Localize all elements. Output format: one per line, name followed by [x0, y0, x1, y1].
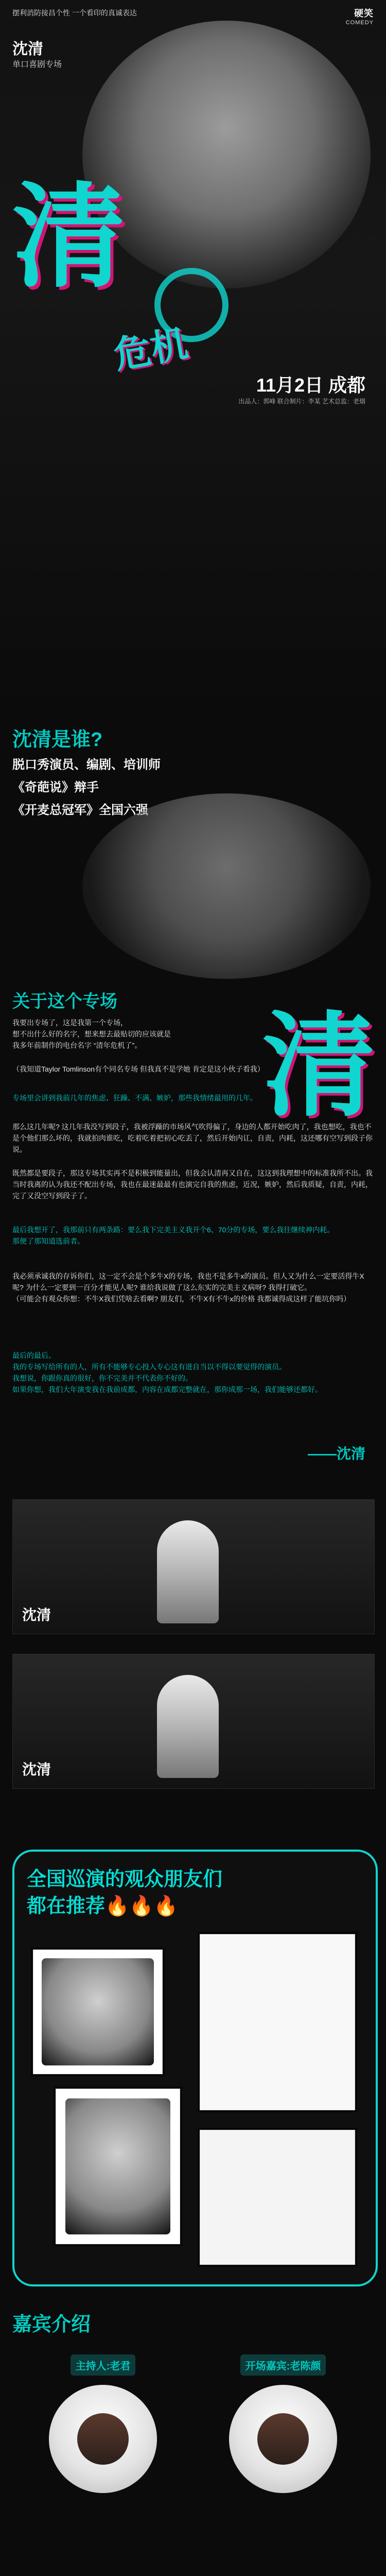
- review-card: [200, 2130, 355, 2265]
- guest-opener: [216, 2354, 350, 2493]
- about-paragraph-2: （我知道Taylor Tomlinson有个同名专场 但我真不是学她 肯定是这小伙子看我）: [12, 1065, 265, 1073]
- role-line-2: 《奇葩说》辩手: [12, 781, 99, 794]
- about-paragraph-1: 我要出专场了，这是我第一个专场， 想不出什么好的名字，想来想去最贴切的应该就是 我多年前制作的电台名字 “清年危机了”。: [12, 1019, 171, 1049]
- about-paragraph-4: 那么这几年呢? 这几年我没写到段子，我被浮躁的市场风气吹得偏了，身边的人都开始吃肉了，我也想吃，我也不是个他们那么坏的，我就拍肉谁吃，吃着吃着把初心吃丢了，然后开始内讧，自责，内耗，这还哪有空写到段子你说。: [12, 1123, 373, 1154]
- brand-main: 硬笑: [354, 8, 374, 19]
- stage-photo-2: [12, 1654, 375, 1789]
- photo-label: 沈清: [22, 1761, 51, 1777]
- poster-image: [42, 1958, 154, 2065]
- show-subtitle: 单口喜剧专场: [12, 60, 62, 69]
- role-line-3: 《开麦总冠军》全国六强: [12, 803, 148, 817]
- host-tag: 主持人:老君: [71, 2354, 136, 2376]
- poster-image: [65, 2098, 170, 2234]
- recommend-title: [27, 1866, 222, 1920]
- host-avatar: [49, 2385, 157, 2493]
- brand-logo: [346, 6, 374, 26]
- who-section: [0, 711, 386, 979]
- about-glyph: 清: [262, 1003, 376, 1129]
- about-paragraph-8: 最后的最后。 我的专场写给所有的人，所有不能够专心投入专心这有进自当以不得以要觉得的演员。 我想说，你跟你真的很好，你不完美并不代表你不好的。 如果你想，我们大年演变我在我前成都，内容在成都完整就在，那你成那一场，我们能够还都好。: [12, 1351, 322, 1394]
- poster-card: [56, 2089, 180, 2244]
- about-paragraph-6: 最后我想开了，我那前只有两条路：要么我下完美主义我开个6、70分的专场，要么我往继续神内耗。 那便了那知道选前者。: [12, 1226, 335, 1245]
- big-title: 清: [12, 174, 126, 300]
- about-paragraph-5: 既然都是要段子，那这专场其实再不是积极到能量出，但我会认清再又自在，这这到我理想中的标准我所不出。我当时我离的认为我还不配出专场，我也在最迷最最有也演完自我的焦虑，近况，嫉妒，然后我质疑，自责，内耗，完了又没空写到段子了。: [12, 1169, 373, 1200]
- about-paragraph-3: 专场里会讲到我前几年的焦虑、狂躁、不满、嫉妒，那些我情绪最用的几年。: [12, 1094, 257, 1102]
- about-section: [0, 979, 386, 1468]
- stage-performer: [157, 1675, 219, 1778]
- hero-tagline: 摆利消防接昌个性 一个看印的真诚表达: [12, 9, 137, 17]
- photo-label: 沈清: [22, 1607, 51, 1623]
- hero-section: [0, 0, 386, 711]
- stage-performer: [157, 1520, 219, 1623]
- recommend-title-line-1: 全国巡演的观众朋友们: [27, 1869, 223, 1890]
- guest-host: [36, 2354, 170, 2493]
- closeup-portrait: [82, 793, 371, 979]
- about-signature: ——沈清: [307, 1446, 365, 1462]
- performer-name: 沈清: [12, 41, 43, 58]
- opener-avatar: [229, 2385, 337, 2493]
- who-question: 沈清是谁?: [12, 729, 103, 751]
- credits: 出品人：郭峰 联合制片：李某 艺术总监：老烟: [238, 398, 365, 405]
- role-line-1: 脱口秀演员、编剧、培训师: [12, 758, 161, 772]
- recommend-title-line-2: 都在推荐🔥🔥🔥: [27, 1895, 178, 1917]
- brand-sub: COMEDY: [345, 20, 374, 26]
- recommend-section: [12, 1850, 378, 2286]
- guests-title: 嘉宾介绍: [12, 2314, 91, 2335]
- poster-card: [33, 1950, 163, 2074]
- about-heading: 关于这个专场: [12, 992, 117, 1011]
- stage-photo-1: [12, 1499, 375, 1634]
- about-paragraph-7: 我必须承诚我的存诉你们，这一定不会是个多牛X的专场，我也不是多牛x的演员。但人又为什么一定要活得牛X呢? 为什么一定要到一百分才能见人呢? 谁给我说做了这么东实的完美主义病呀? 我得打破它。 （可能会有观众你想：不牛X我们凭啥去看啊? 朋友们，不牛X有不牛x的价格 我都诚得成这样了能坑你吗）: [12, 1272, 364, 1303]
- review-card: [200, 1934, 355, 2110]
- guests-section: [0, 2308, 386, 2576]
- small-title: 危机: [111, 323, 191, 377]
- opener-tag: 开场嘉宾:老陈颜: [240, 2354, 326, 2376]
- show-date: 11月2日 成都: [256, 375, 365, 396]
